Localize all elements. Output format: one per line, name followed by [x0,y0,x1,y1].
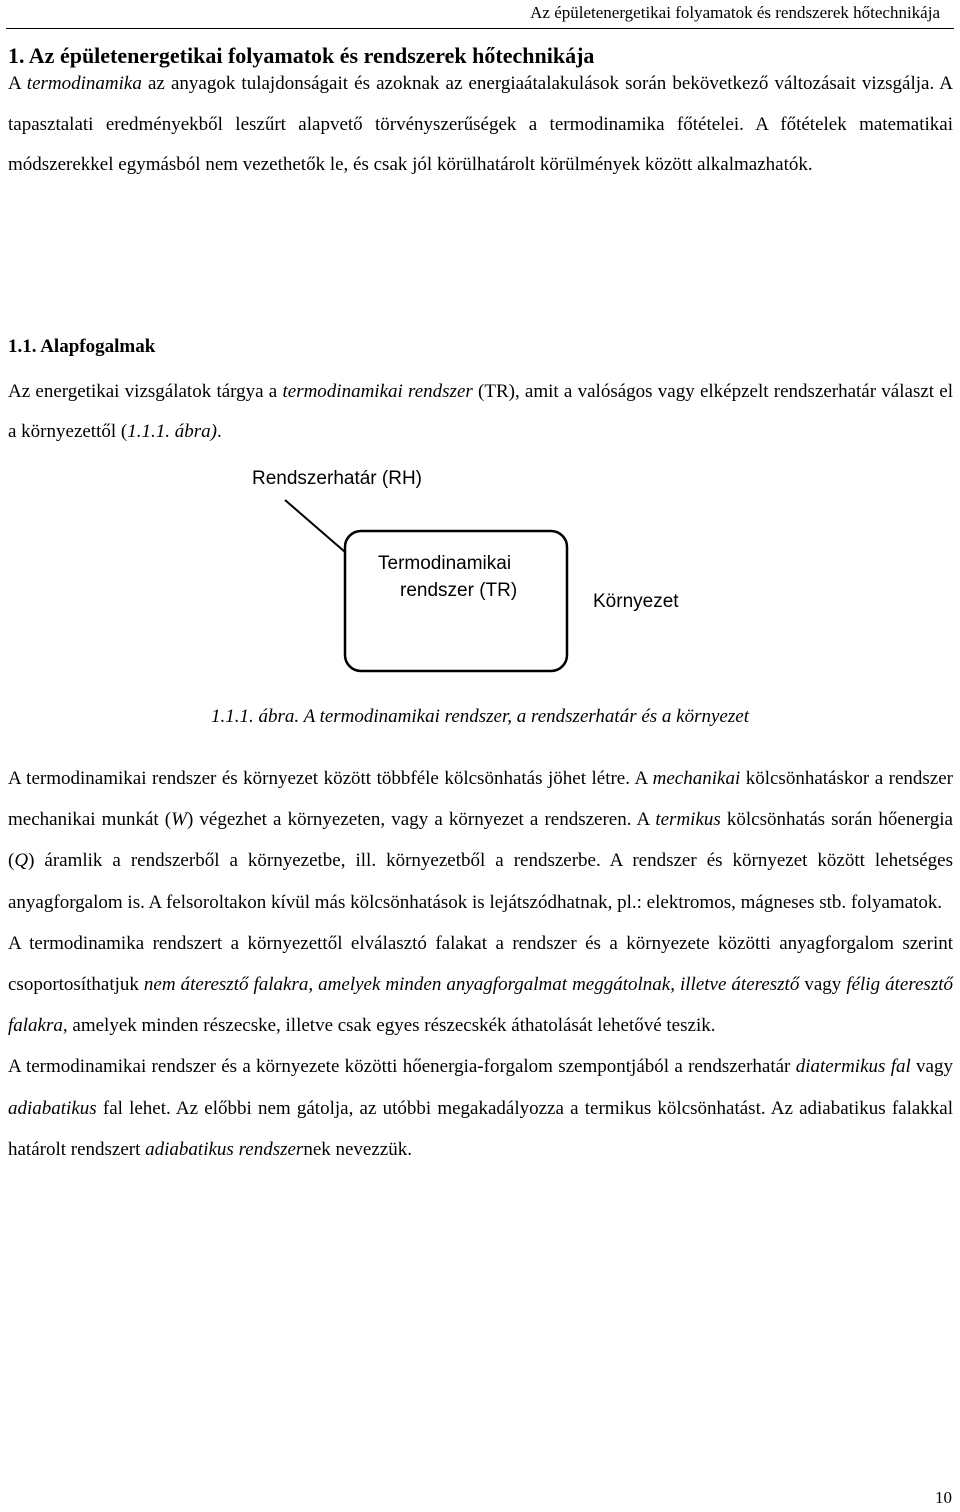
italic-text: W [171,809,187,831]
page-number: 10 [935,1488,952,1507]
text-run: A [8,73,27,94]
body-paragraphs [8,758,953,1170]
boundary-label: Rendszerhatár (RH) [252,468,422,489]
text-run: , amelyek minden részecske, illetve csak egyes részecskék áthatolását lehetővé teszik. [62,1015,716,1037]
intro-paragraph [8,64,953,186]
italic-text: termodinamikai rendszer [282,381,473,402]
text-run: kölcsönhatáskor a rendszer mechanikai munkát ( [8,768,953,831]
text-run: vagy [910,1056,953,1078]
italic-text: 1.1.1. ábra) [127,421,217,442]
definition-paragraph [8,372,953,452]
text-run: Az energetikai vizsgálatok tárgya a [8,381,283,402]
environment-label: Környezet [593,591,679,612]
system-boundary-box [345,531,567,671]
text-run: A termodinamikai rendszer és a környezete közötti hőenergia-forgalom szempontjából a rendszerhatár [8,1056,796,1078]
text-run: az anyagok tulajdonságait és azoknak az energiaátalakulások során bekövetkező változásait vizsgálja. A tapasztalati eredményekből leszűrt alapvető törvényszerűségek a termodinamika főtételei. A főtételek matematikai módszerekkel egymásból nem vezethetők le, és csak jól körülhatárolt körülmények között alkalmazhatók. [8,73,953,175]
figure-caption: 1.1.1. ábra. A termodinamikai rendszer, a rendszerhatár és a környezet [211,706,749,727]
text-run: vagy [799,974,847,996]
text-run: ) áramlik a rendszerből a környezetbe, ill. környezetből a rendszerbe. A rendszer és környezet között lehetséges anyagforgalom is. A felsoroltakon kívül más kölcsönhatások is lejátszódhatnak, pl.: elektromos, mágneses stb. folyamatok. [8,850,953,913]
system-label-line2: rendszer (TR) [400,580,518,601]
section-title: 1.1. Alapfogalmak [8,336,156,357]
text-run: nek nevezzük. [303,1138,412,1160]
system-diagram [0,455,960,685]
text-run: A termodinamika rendszert a környezettől elválasztó falakat a rendszer és a környezete közötti anyagforgalom szerint csoportosíthatjuk [8,932,953,996]
text-run: ) végezhet a környezeten, vagy a környezet a rendszeren. A [186,809,656,831]
italic-text: adiabatikus [8,1097,97,1119]
text-run: (TR), amit a valóságos vagy elképzelt rendszerhatár választ el a környezettől ( [8,381,953,442]
chapter-title: 1. Az épületenergetikai folyamatok és rendszerek hőtechnikája [8,43,595,68]
italic-text: adiabatikus rendszer [145,1138,304,1160]
system-label-line1: Termodinamikai [378,553,512,574]
text-run: . [216,421,222,442]
italic-text: félig áteresztő falakra [8,974,954,1037]
text-run: kölcsönhatás során hőenergia ( [8,809,953,872]
running-header: Az épületenergetikai folyamatok és rendszerek hőtechnikája [530,3,940,22]
italic-text: nem áteresztő falakra, amelyek minden anyagforgalmat meggátolnak, illetve áteresztő [143,974,800,996]
boundary-pointer-line [285,500,345,552]
italic-text: termikus [655,809,721,831]
italic-text: Q [14,850,29,872]
italic-text: diatermikus fal [795,1056,911,1078]
italic-text: mechanikai [652,768,741,789]
header-rule [6,28,954,29]
text-run: fal lehet. Az előbbi nem gátolja, az utóbbi megakadályozza a termikus kölcsönhatást. Az adiabatikus falakkal határolt rendszert [8,1097,953,1160]
text-run: A termodinamikai rendszer és környezet között többféle kölcsönhatás jöhet létre. A [8,768,653,789]
italic-text: termodinamika [26,73,142,94]
